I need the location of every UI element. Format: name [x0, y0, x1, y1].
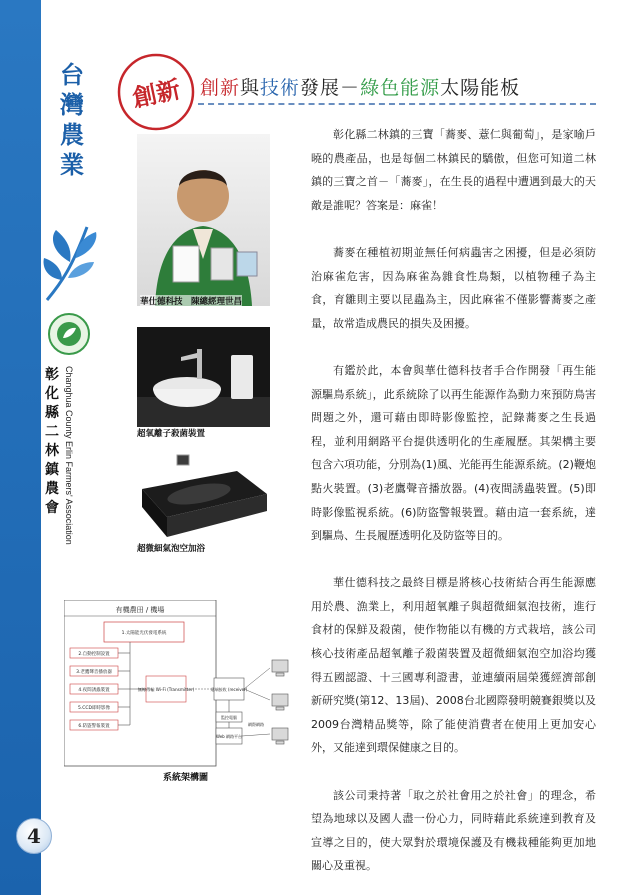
diagram-network: 網際網路 [248, 722, 264, 727]
person-photo-caption: 華仕德科技 陳總經理世昌 [140, 297, 243, 307]
article-title [200, 73, 520, 100]
diagram-caption: 系統架構圖 [163, 773, 209, 783]
diagram-receiver: 遠端接收 (receiver) [210, 687, 248, 692]
title-part: 太陽能板 [440, 77, 521, 99]
org-name-english: Changhua County Erlin Farmers' Association [64, 366, 74, 545]
paragraph: 有鑑於此，本會與華仕德科技者手合作開發「再生能源驅鳥系統」，此系統除了以再生能源作為動力來預防鳥害問題之外，還可藉由即時影像監控，記錄蕎麥之生長過程，並利用網路平台提供透明化的生產履歷。其架構主要包含六項功能，分別為(1)風、光能再生能源系統。(2)鞭炮點火裝置。(3)老鷹聲音播放器。(4)夜間誘蟲裝置。(5)即時影像監視系統。(6)防盜警報裝置。藉由這一套系統，達到驅鳥、生長履歷透明化及防盜等目的。 [311, 363, 596, 543]
paragraph: 蕎麥在種植初期並無任何病蟲害之困擾，但是必須防治麻雀危害，因為麻雀為雜食性鳥類，以植物種子為主食，育雛則主要以昆蟲為主，因此麻雀不僅影響蕎麥之產量，故常造成農民的損失及困擾。 [311, 245, 596, 330]
sink-photo-caption: 超氧離子殺菌裝置 [137, 429, 206, 439]
computer-icon [272, 660, 288, 744]
paragraph: 華仕德科技之最終目標是將核心技術結合再生能源應用於農、漁業上，利用超氧離子與超微細氣泡技術，進行食材的保鮮及殺菌，使作物能以有機的方式栽培，該公司核心技術產品超氧離子殺菌裝置及超微細氣泡空加浴均獲得五國認證、十三國專利證書，並連續兩屆榮獲經濟部創新研究獎(第12、13屆)、2008台北國際發明競賽銀獎以及2009台灣精品獎等，除了能使消費者在使用上更加安心外，又能達到環保健康之目的。 [311, 576, 596, 755]
paragraph: 彰化縣二林鎮的三寶「蕎麥、薏仁與葡萄」，是家喻戶曉的農產品，也是每個二林鎮民的驕傲，但您可知道二林鎮的三寶之首－「蕎麥」，在生長的過程中遭遇到最大的天敵是誰呢？答案是：麻雀！ [311, 128, 596, 212]
person-photo [137, 134, 270, 306]
title-part: 創新 [200, 77, 241, 99]
innovation-badge [116, 52, 196, 132]
bath-photo [137, 449, 270, 542]
diagram-item: 4.夜間誘蟲裝置 [78, 688, 110, 693]
sidebar-band [0, 0, 41, 895]
diagram-solar-box: 1.太陽能光伏發電系統 [121, 631, 167, 636]
article-body [311, 123, 596, 878]
diagram-web: Web 網路平台 [216, 734, 242, 739]
sink-photo [137, 327, 270, 427]
bath-photo-caption: 超微細氣泡空加浴 [137, 544, 206, 554]
diagram-title: 有機農田 / 機場 [115, 606, 165, 614]
title-part: 與 [240, 77, 261, 99]
page-number: 4 [16, 818, 52, 854]
title-part: 發展－ [300, 77, 361, 99]
leaf-decoration-icon [42, 222, 100, 302]
title-part: 技術 [260, 77, 301, 99]
diagram-item: 2.自動控制設置 [78, 652, 110, 657]
diagram-monitor: 監控電腦 [221, 715, 237, 720]
diagram-item: 6.防盜警報裝置 [78, 724, 110, 729]
title-part: 綠色能源 [360, 77, 441, 99]
diagram-transmitter: 無線傳輸 Wi-Fi (Transmitter) [137, 687, 195, 692]
farmers-association-logo-icon [47, 312, 91, 356]
paragraph: 該公司秉持著「取之於社會用之於社會」的理念，希望為地球以及國人盡一份心力，同時藉此系統達到教育及宣導之目的，使大眾對於環境保護及有機栽種能夠更加地關心及重視。 [311, 788, 596, 873]
badge-text: 創新 [129, 74, 183, 113]
title-divider [198, 103, 596, 105]
diagram-item: 5.CCD即時影像 [77, 706, 111, 711]
system-architecture-diagram [64, 600, 304, 770]
org-name-chinese: 彰 化 縣 二 林 鎮 農 會 [45, 367, 59, 516]
diagram-item: 3.老鷹聲音播放器 [76, 670, 112, 675]
section-title: 台 灣 農 業 [60, 60, 84, 179]
